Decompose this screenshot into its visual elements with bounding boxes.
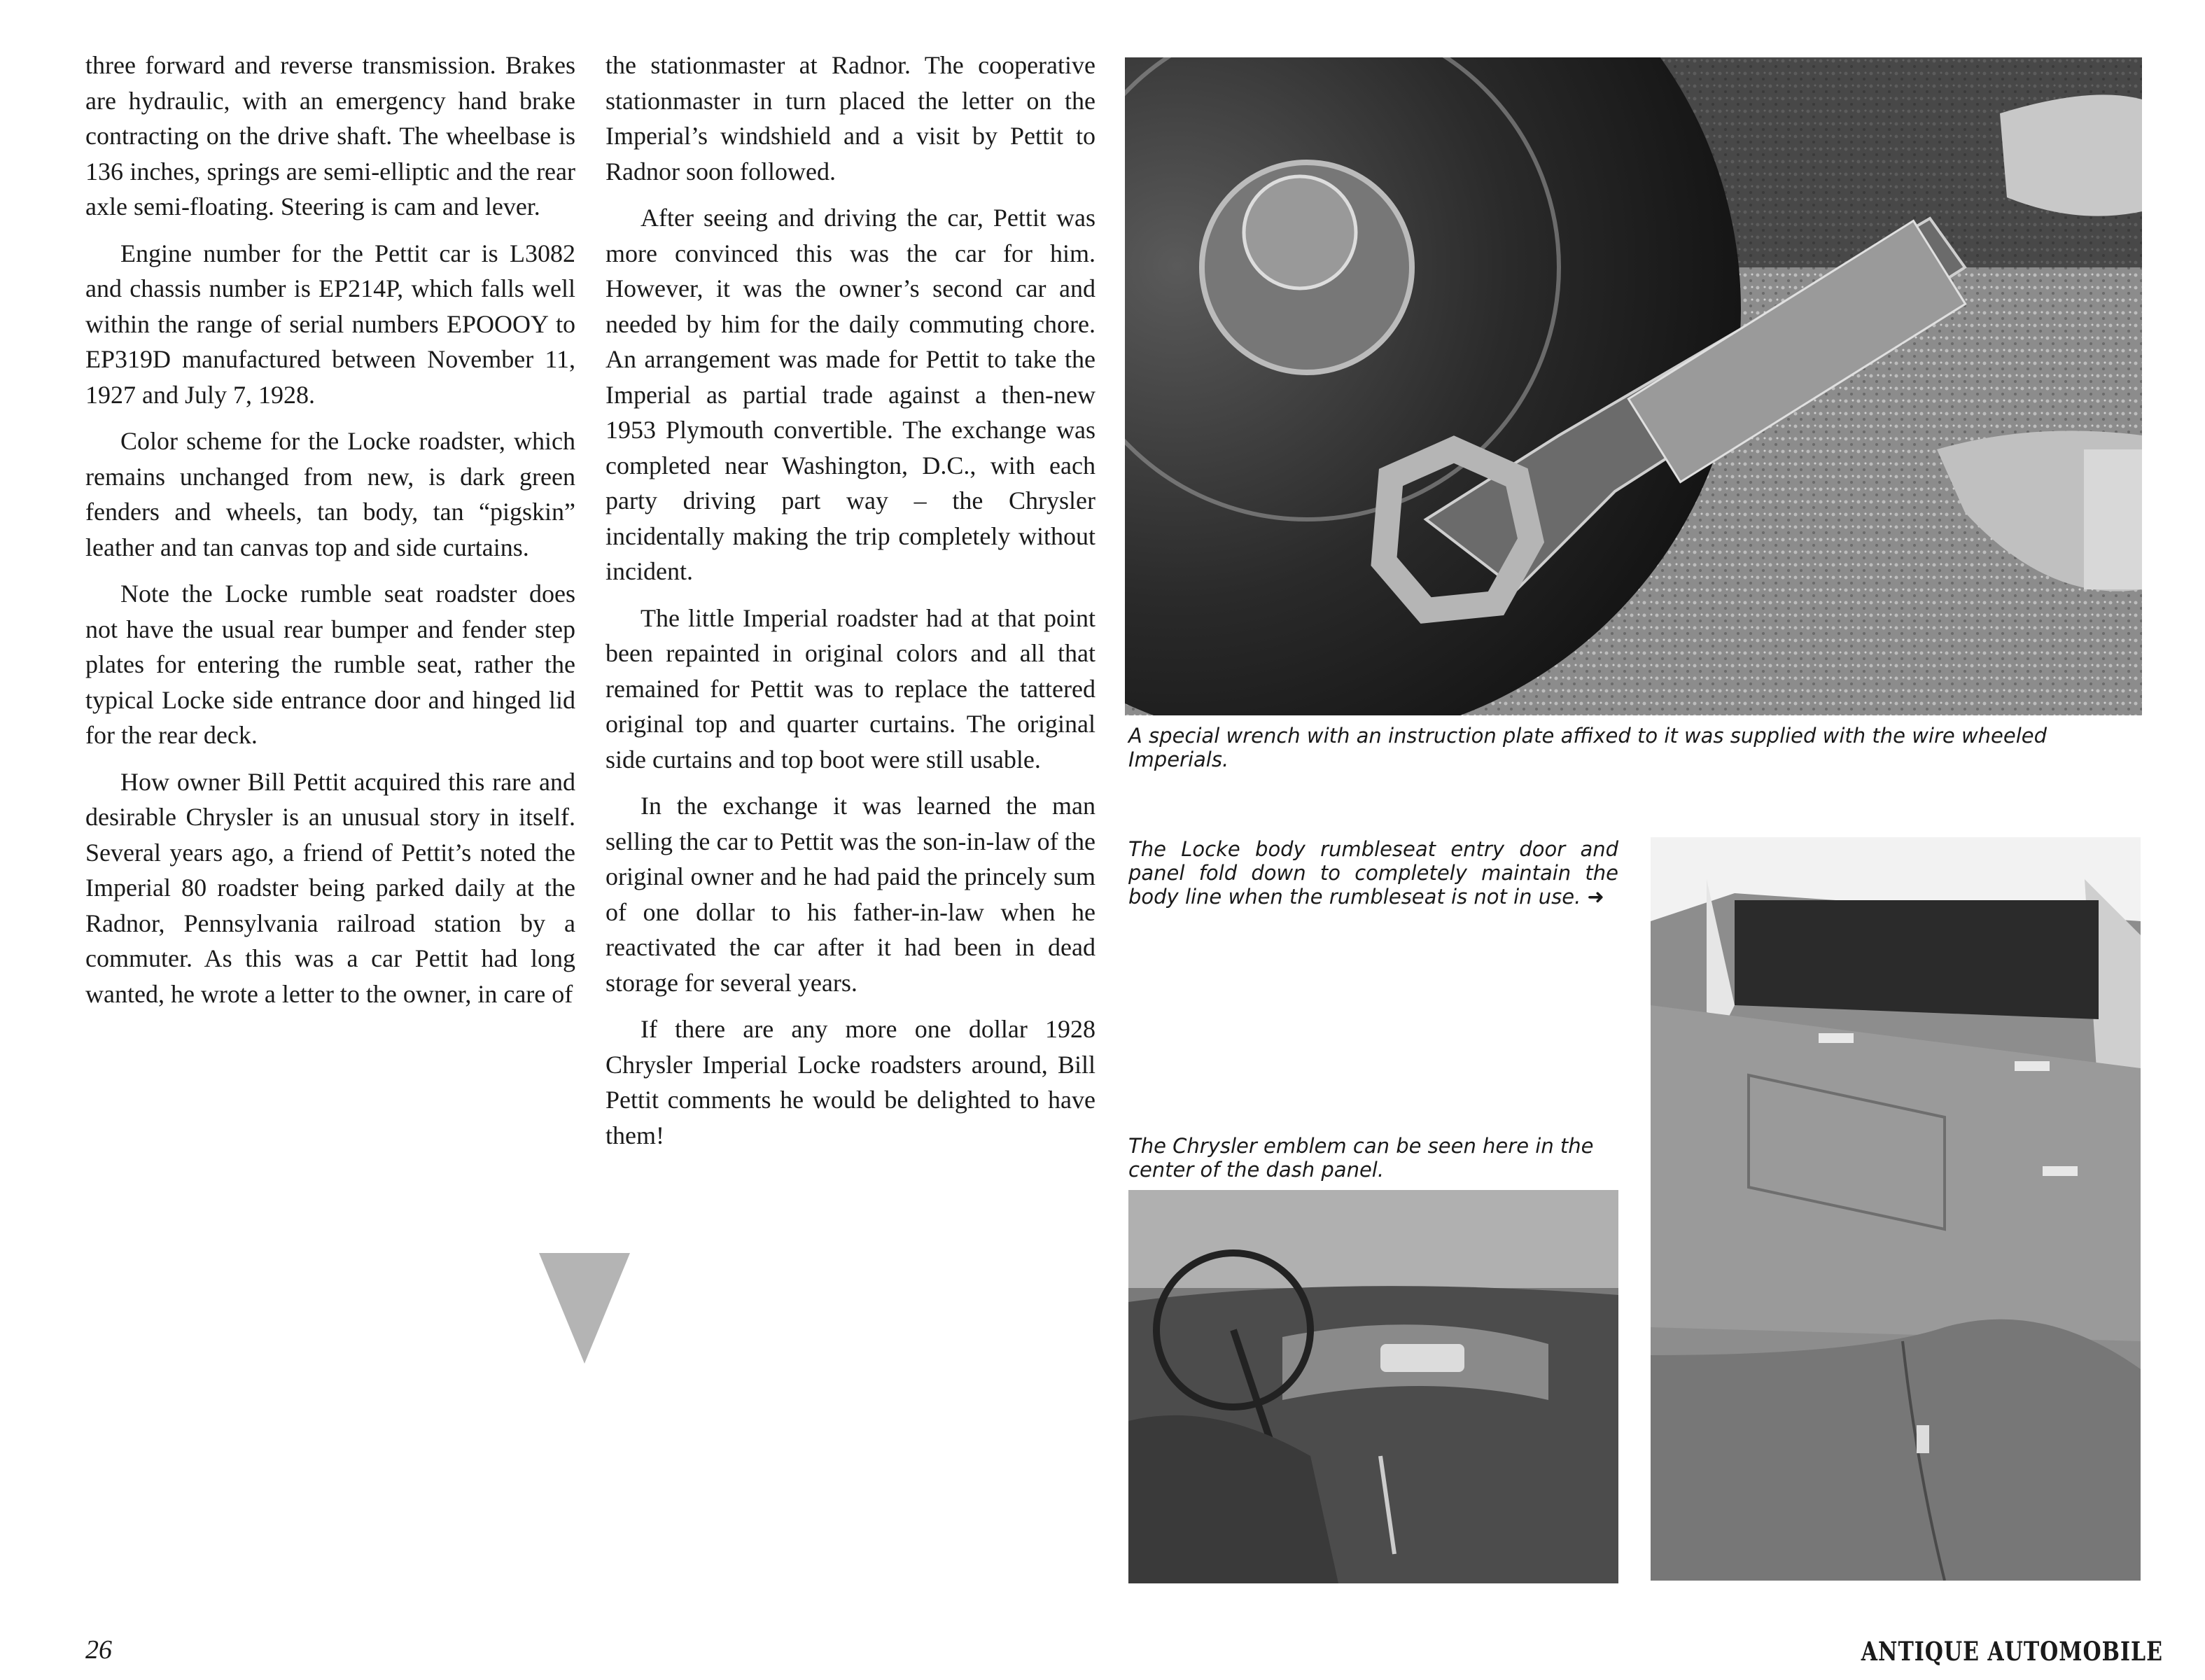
paragraph: How owner Bill Pettit acquired this rare and desirable Chrysler is an unusual story in itself. Several years ago, a friend of Pettit’s noted the Imperial 80 roadster being parked daily at the Radnor, Pennsylvania railroad station by a commuter. As this was a car Pettit had long wanted, he wrote a letter to the owner, in care of (85, 767, 575, 1008)
paragraph: In the exchange it was learned the man selling the car to Pettit was the son-in-law of the original owner and he had paid the princely sum of one dollar to his father-in-law when he reactivated the car after it had been in dead storage for several years. (606, 792, 1096, 997)
arrow-right-icon: ➜ (1587, 885, 1604, 909)
wrench-caption-text: A special wrench with an instruction plate affixed to it was supplied with the wire wheeled Imperials. (1128, 724, 2047, 771)
dash-caption (1128, 1134, 1618, 1182)
rumbleseat-caption (1128, 837, 1618, 909)
article-column-2 (606, 48, 1096, 1164)
paragraph: the stationmaster at Radnor. The cooperative stationmaster in turn placed the letter on the Imperial’s windshield and a visit by Pettit to Radnor soon followed. (606, 51, 1096, 186)
paragraph: three forward and reverse transmission. Brakes are hydraulic, with an emergency hand brake contracting on the drive shaft. The wheelbase is 136 inches, springs are semi-elliptic and the rear axle semi-floating. Steering is cam and lever. (85, 51, 575, 220)
paragraph: Engine number for the Pettit car is L3082 and chassis number is EP214P, which falls well within the range of serial numbers EPOOOY to EP319D manufactured between November 11, 1927 and July 7, 1928. (85, 239, 575, 409)
wrench-photo-illustration (1125, 57, 2142, 715)
publication-name: ANTIQUE AUTOMOBILE (1861, 1637, 2163, 1667)
paragraph: If there are any more one dollar 1928 Chrysler Imperial Locke roadsters around, Bill Pettit comments he would be delighted to have them! (606, 1015, 1096, 1149)
dash-photo-illustration (1128, 1190, 1618, 1583)
rumbleseat-photo (1651, 837, 2141, 1581)
paragraph: The little Imperial roadster had at that point been repainted in original colors and all that remained for Pettit was to replace the tattered original top and quarter curtains. The original side curtains and top boot were still usable. (606, 603, 1096, 774)
decorative-triangle (539, 1253, 630, 1364)
wrench-caption (1128, 724, 2140, 771)
paragraph: Color scheme for the Locke roadster, which remains unchanged from new, is dark green fenders and wheels, tan body, tan “pigskin” leather and tan canvas top and side curtains. (85, 427, 575, 561)
article-column-1 (85, 48, 575, 1023)
paragraph: After seeing and driving the car, Pettit was more convinced this was the car for him. However, it was the owner’s second car and needed by him for the daily commuting chore. An arrangement was made for Pettit to take the Imperial as partial trade against a then-new 1953 Plymouth convertible. The exchange was completed near Washington, D.C., with each party driving part way – the Chrysler incidentally making the trip completely without incident. (606, 204, 1096, 585)
rumbleseat-caption-text: The Locke body rumbleseat entry door and panel fold down to completely maintain the body line when the rumbleseat is not in use. (1128, 837, 1618, 909)
rumbleseat-photo-illustration (1651, 837, 2141, 1581)
wrench-photo (1125, 57, 2142, 715)
dash-caption-text: The Chrysler emblem can be seen here in the center of the dash panel. (1128, 1134, 1594, 1182)
dash-photo (1128, 1190, 1618, 1583)
paragraph: Note the Locke rumble seat roadster does not have the usual rear bumper and fender step plates for entering the rumble seat, rather the typical Locke side entrance door and hinged lid for the rear deck. (85, 580, 575, 749)
page-number: 26 (85, 1635, 112, 1665)
